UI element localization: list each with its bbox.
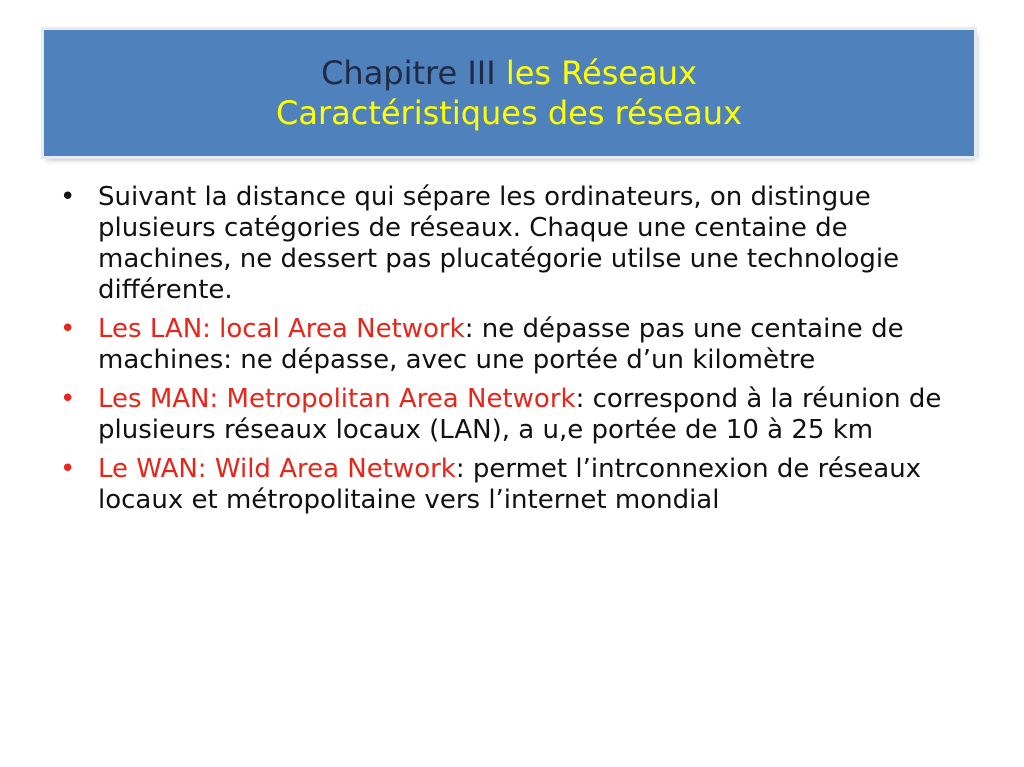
bullet-text: Suivant la distance qui sépare les ordinateurs, on distingue plusieurs catégories de réseaux. Chaque une centaine de machines, ne dessert pas plucatégorie utilse une technologie différente. [98,182,900,305]
bullet-item-intro [56,182,976,306]
title-banner [44,30,974,156]
bullet-text: : permet l’intrconnexion de réseaux locaux et métropolitaine vers l’internet mondial [98,454,922,515]
title-highlight: les Réseaux [505,54,697,92]
title-prefix: Chapitre III [321,54,506,92]
bullet-text: : correspond à la réunion de plusieurs réseaux locaux (LAN), a u,e portée de 10 à 25 km [98,384,942,445]
bullet-item-wan [56,454,976,516]
title-line-2: Caractéristiques des réseaux [276,94,742,132]
bullet-term: Les LAN: local Area Network [98,314,465,344]
bullet-dot-icon: • [60,384,76,414]
bullet-item-lan [56,314,976,376]
bullet-dot-icon: • [60,454,76,484]
bullet-list [56,182,976,524]
bullet-dot-icon: • [60,182,76,212]
title-line-1 [44,53,974,93]
bullet-dot-icon: • [60,314,76,344]
bullet-text: : ne dépasse pas une centaine de machines: ne dépasse, avec une portée d’un kilomètre [98,314,904,375]
bullet-term: Les MAN: Metropolitan Area Network [98,384,576,414]
bullet-term: Le WAN: Wild Area Network [98,454,456,484]
bullet-item-man [56,384,976,446]
